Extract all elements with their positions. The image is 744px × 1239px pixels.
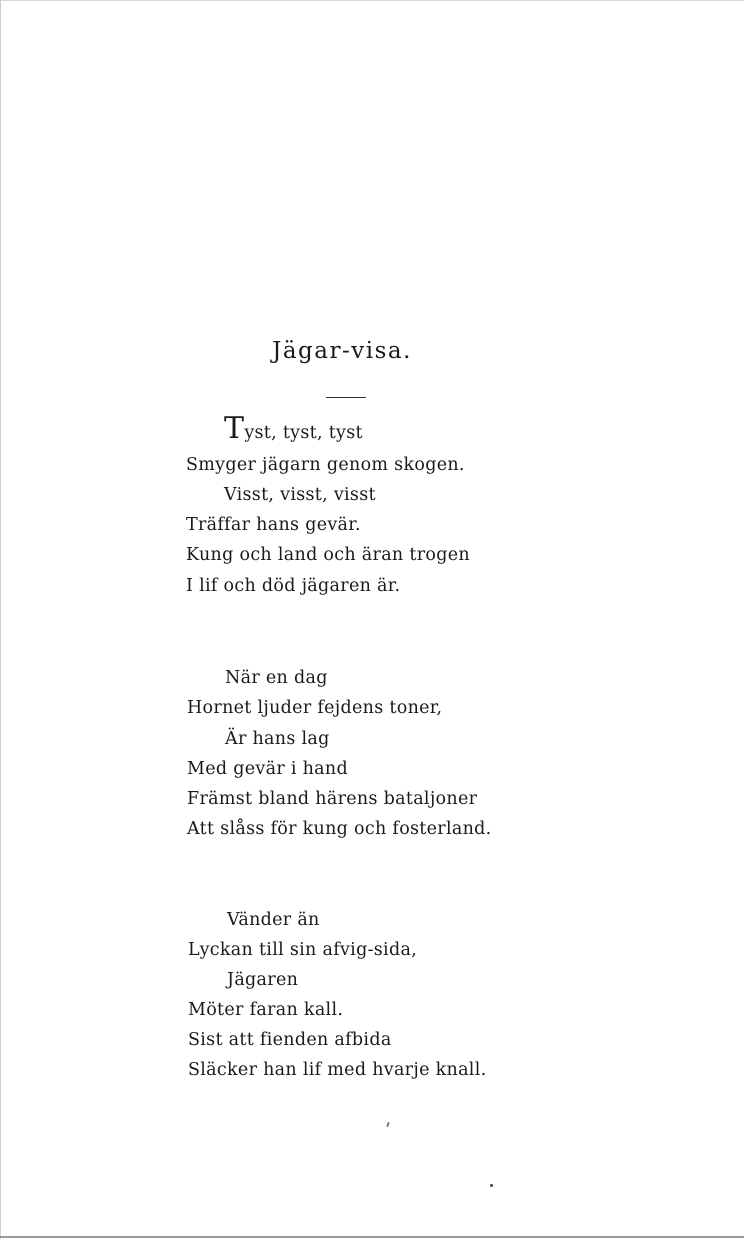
page-bottom-edge — [0, 1236, 744, 1238]
stanza-1-line-3: Visst, visst, visst — [224, 485, 376, 505]
stanza-3-line-5: Sist att fienden afbida — [188, 1030, 392, 1050]
stanza-3-line-3: Jägaren — [227, 970, 299, 990]
stanza-2-line-4: Med gevär i hand — [187, 759, 348, 779]
scan-speck — [386, 1122, 390, 1127]
stanza-1-line-4: Träffar hans gevär. — [186, 515, 361, 535]
stanza-3-line-6: Släcker han lif med hvarje knall. — [188, 1060, 487, 1080]
stanza-3-line-2: Lyckan till sin afvig-sida, — [188, 940, 418, 960]
stanza-2-line-3: Är hans lag — [225, 729, 330, 749]
page-top-edge — [0, 0, 744, 1]
page-left-edge — [0, 0, 1, 1239]
stanza-3-line-1: Vänder än — [227, 910, 320, 930]
drop-cap: T — [224, 411, 245, 446]
stanza-1-line-5: Kung och land och äran trogen — [186, 545, 470, 565]
stanza-1-line-1 — [224, 411, 363, 446]
stanza-2-line-5: Främst bland härens bataljoner — [187, 789, 478, 809]
stanza-2-line-1: När en dag — [225, 668, 328, 688]
stanza-2-line-2: Hornet ljuder fejdens toner, — [187, 698, 443, 718]
stanza-2-line-6: Att slåss för kung och fosterland. — [187, 819, 492, 839]
poem-title: Jägar-visa. — [272, 338, 412, 364]
title-rule — [326, 397, 366, 398]
stanza-1-line-1-rest: yst, tyst, tyst — [244, 423, 363, 443]
scan-speck — [490, 1184, 493, 1187]
stanza-3-line-4: Möter faran kall. — [188, 1000, 344, 1020]
stanza-1-line-2: Smyger jägarn genom skogen. — [186, 455, 465, 475]
stanza-1-line-6: I lif och död jägaren är. — [186, 576, 401, 596]
